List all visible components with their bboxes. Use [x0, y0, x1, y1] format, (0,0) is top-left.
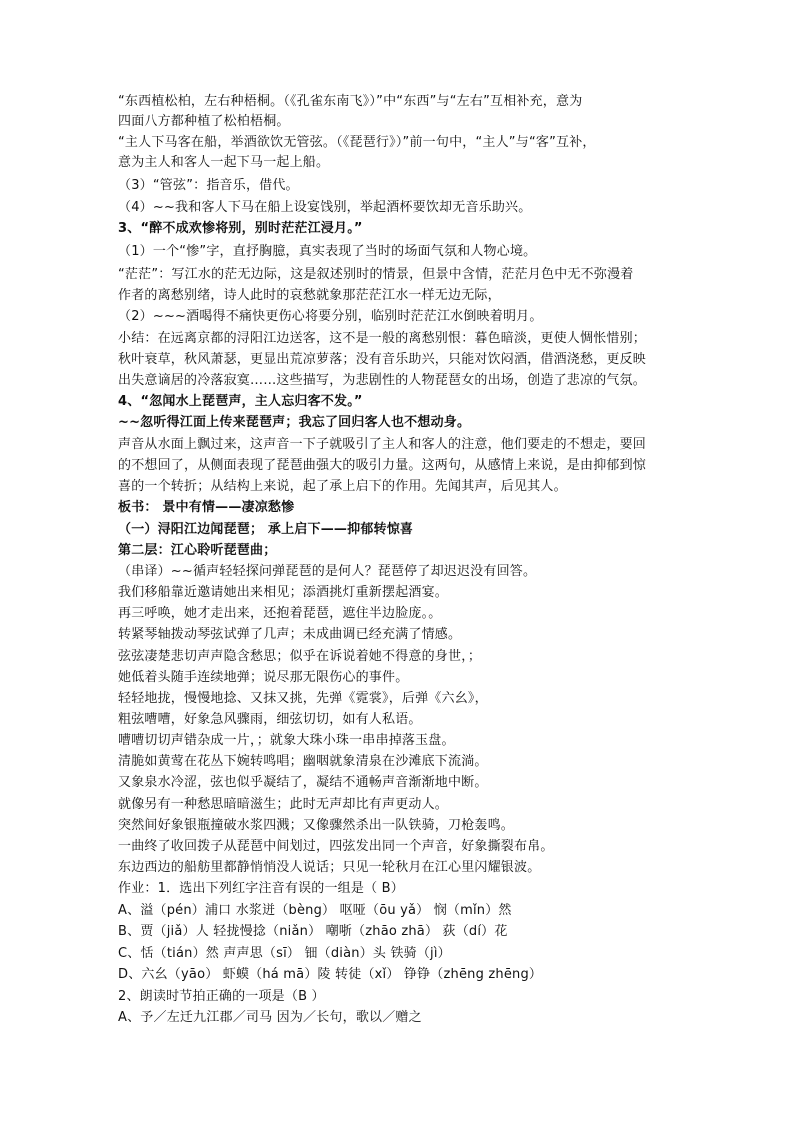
- answer-option: C、恬（tián）然 声声思（sī） 钿（diàn）头 铁骑（jì）: [118, 946, 451, 961]
- blackboard-heading: 板书： 景中有情——凄凉愁惨: [118, 500, 295, 515]
- text-line: 声音从水面上飘过来，这声音一下子就吸引了主人和客人的注意，他们要走的不想走，要回: [118, 437, 647, 452]
- text-line: （串译）~~循声轻轻探问弹琵琶的是何人？琵琶停了却迟迟没有回答。: [118, 564, 537, 579]
- text-line: 就像另有一种愁思暗暗滋生；此时无声却比有声更动人。: [118, 797, 449, 812]
- text-line: 东边西边的船舫里都静悄悄没人说话；只见一轮秋月在江心里闪耀银波。: [118, 860, 541, 875]
- answer-option: B、贾（jiǎ）人 轻拢慢捻（niǎn） 嘲哳（zhāo zhā） 荻（dí）花: [118, 924, 508, 939]
- text-line: “东西植松柏，左右种梧桐。（《孔雀东南飞》）”中“东西”与“左右”互相补充，意为: [118, 94, 583, 109]
- text-line: （1）一个“惨”字，直抒胸臆，真实表现了当时的场面气氛和人物心境。: [118, 244, 537, 259]
- section-heading: 3、“醉不成欢惨将别，别时茫茫江浸月。”: [118, 221, 363, 236]
- text-line: ~~忽听得江面上传来琵琶声；我忘了回归客人也不想动身。: [118, 415, 471, 430]
- section-heading: （一）浔阳江边闻琵琶； 承上启下——抑郁转惊喜: [118, 522, 414, 537]
- text-line: 粗弦嘈嘈，好象急风骤雨，细弦切切，如有人私语。: [118, 712, 422, 727]
- text-line: 的不想回了，从侧面表现了琵琶曲强大的吸引力量。这两句，从感情上来说，是由抑郁到惊: [118, 458, 647, 473]
- text-line: 嘈嘈切切声错杂成一片，；就象大珠小珠一串串掉落玉盘。: [118, 733, 455, 748]
- text-line: 秋叶衰草，秋风萧瑟，更显出荒凉萝落；没有音乐助兴，只能对饮闷酒，借酒浇愁，更反映: [118, 352, 647, 367]
- text-line: （2）~~~酒喝得不痛快更伤心将要分别，临别时茫茫江水倒映着明月。: [118, 309, 543, 324]
- text-line: 转紧琴轴拨动琴弦试弹了几声；未成曲调已经充满了情感。: [118, 627, 462, 642]
- text-line: 意为主人和客人一起下马一起上船。: [118, 155, 330, 170]
- text-line: 轻轻地拢，慢慢地捻、又抹又挑，先弹《霓裳》，后弹《六幺》，: [118, 691, 488, 706]
- text-line: “茫茫”：写江水的茫无边际，这是叙述别时的情景，但景中含情，茫茫月色中无不弥漫着: [118, 267, 634, 282]
- section-heading: 第二层：江心聆听琵琶曲；: [118, 543, 277, 558]
- text-line: 弦弦凄楚悲切声声隐含愁思；似乎在诉说着她不得意的身世，；: [118, 649, 482, 664]
- answer-option: D、六幺（yāo） 虾蟆（há mā）陵 转徒（xǐ） 铮铮（zhēng zhēng）: [118, 967, 543, 982]
- answer-option: A、溢（pén）浦口 水浆迸（bèng） 呕哑（ōu yǎ） 悯（mǐn）然: [118, 903, 512, 918]
- text-line: 又象泉水冷涩，弦也似乎凝结了，凝结不通畅声音渐渐地中断。: [118, 775, 488, 790]
- text-line: 清脆如黄莺在花丛下婉转鸣唱；幽咽就象清泉在沙滩底下流淌。: [118, 754, 488, 769]
- text-line: 作者的离愁别绪，诗人此时的哀愁就象那茫茫江水一样无边无际，: [118, 288, 501, 303]
- text-line: （4）~~我和客人下马在船上设宴饯别，举起酒杯要饮却无音乐助兴。: [118, 200, 532, 215]
- text-line: 她低着头随手连续地弹；说尽那无限伤心的事件。: [118, 670, 409, 685]
- text-line: 我们移船靠近邀请她出来相见；添酒挑灯重新摆起酒宴。: [118, 585, 449, 600]
- homework-question: 作业：1．选出下列红字注音有误的一组是（ B）: [118, 881, 404, 896]
- text-line: 小结：在远离京都的浔阳江边送客，这不是一般的离愁别恨：暮色暗淡，更使人惆怅惜别；: [118, 331, 647, 346]
- text-line: 突然间好象银瓶撞破水浆四溅；又像骤然杀出一队铁骑，刀枪轰鸣。: [118, 818, 515, 833]
- text-line: 喜的一个转折；从结构上来说，起了承上启下的作用。先闻其声，后见其人。: [118, 479, 567, 494]
- answer-option: A、予／左迁九江郡／司马 因为／长句，歌以／赠之: [118, 1010, 422, 1025]
- homework-question: 2、朗读时节拍正确的一项是（B ）: [118, 989, 325, 1004]
- text-line: 一曲终了收回拨子从琵琶中间划过，四弦发出同一个声音，好象撕裂布帛。: [118, 839, 554, 854]
- text-line: “主人下马客在船，举酒欲饮无管弦。（《琵琶行》）”前一句中，“主人”与“客”互补，: [118, 135, 596, 150]
- text-line: 四面八方都种植了松柏梧桐。: [118, 114, 290, 129]
- text-line: （3）“管弦”：指音乐，借代。: [118, 178, 299, 193]
- section-heading: 4、“忽闻水上琵琶声，主人忘归客不发。”: [118, 394, 363, 409]
- text-line: 出失意谪居的冷落寂寞……这些描写，为悲剧性的人物琵琶女的出场，创造了悲凉的气氛。: [118, 373, 647, 388]
- text-line: 再三呼唤，她才走出来，还抱着琵琶，遮住半边脸庞。。: [118, 606, 442, 621]
